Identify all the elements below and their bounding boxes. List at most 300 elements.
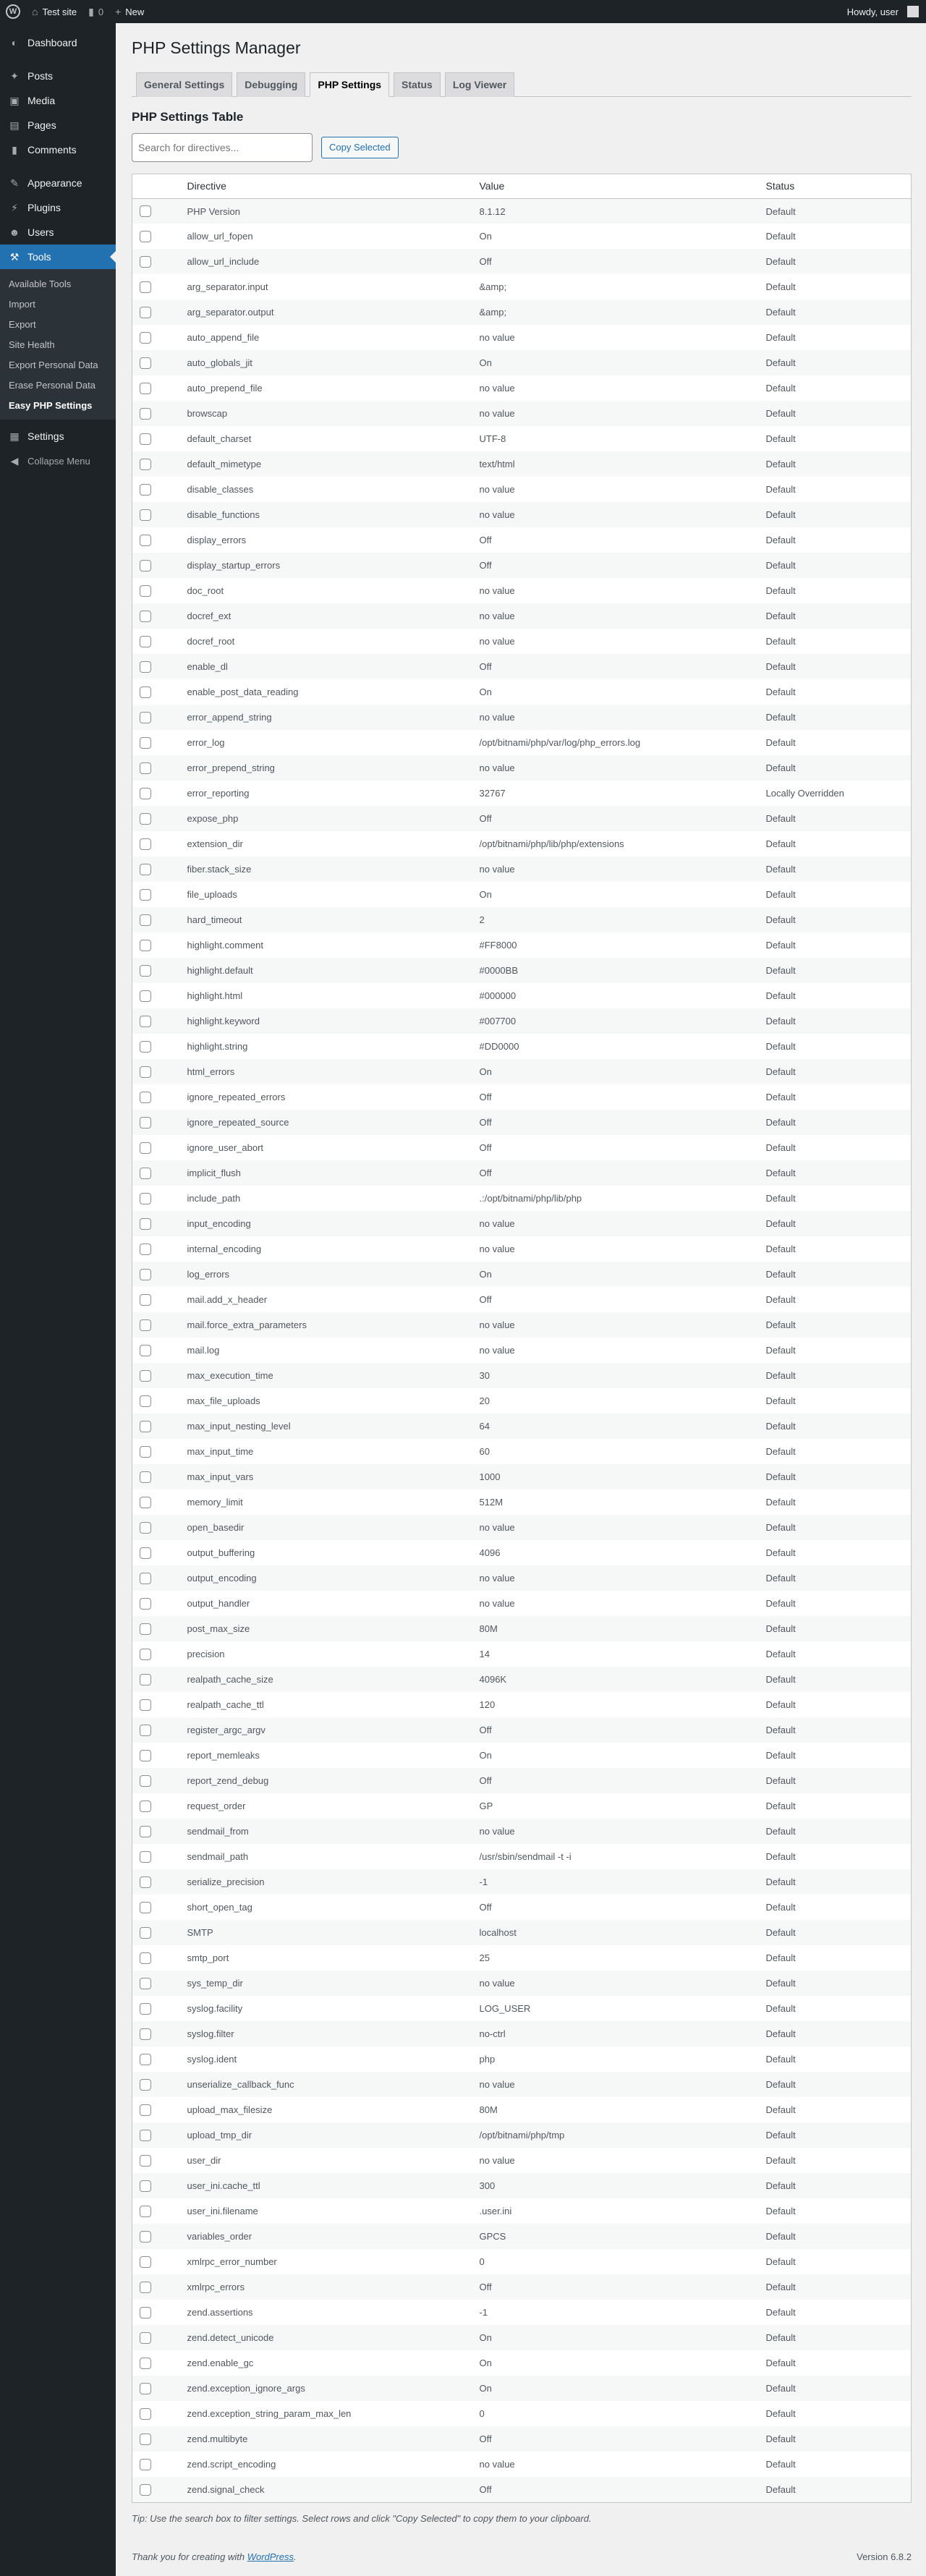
table-row[interactable] (132, 1920, 912, 1945)
submenu-item-site-health[interactable]: Site Health (9, 339, 55, 350)
row-checkbox[interactable] (140, 2180, 151, 2192)
table-row[interactable] (132, 1464, 912, 1489)
row-checkbox[interactable] (140, 636, 151, 647)
table-row[interactable] (132, 1414, 912, 1439)
row-checkbox[interactable] (140, 2459, 151, 2470)
row-checkbox[interactable] (140, 1573, 151, 1584)
sidebar-item-comments[interactable] (0, 137, 116, 162)
table-row[interactable] (132, 477, 912, 502)
status-cell: Default (765, 1117, 796, 1128)
table-row[interactable] (132, 1692, 912, 1717)
table-row[interactable] (132, 2376, 912, 2401)
table-row[interactable] (132, 375, 912, 401)
row-checkbox[interactable] (140, 1294, 151, 1306)
row-checkbox[interactable] (140, 940, 151, 951)
table-row[interactable] (132, 1616, 912, 1641)
row-select-cell (132, 1540, 180, 1565)
table-row[interactable] (132, 1768, 912, 1793)
row-checkbox[interactable] (140, 838, 151, 850)
table-row[interactable] (132, 2426, 912, 2452)
row-checkbox[interactable] (140, 535, 151, 546)
directive-cell: ignore_user_abort (187, 1142, 264, 1154)
status-cell: Default (765, 864, 796, 875)
row-checkbox[interactable] (140, 1117, 151, 1128)
row-checkbox[interactable] (140, 813, 151, 825)
status-cell: Default (765, 535, 796, 546)
directive-cell: ignore_repeated_errors (187, 1092, 286, 1103)
row-checkbox[interactable] (140, 1699, 151, 1711)
table-row[interactable] (132, 1667, 912, 1692)
table-row[interactable] (132, 1059, 912, 1084)
status-cell: Default (765, 1446, 796, 1458)
row-checkbox[interactable] (140, 1927, 151, 1939)
directive-cell: max_input_time (187, 1446, 254, 1458)
new-content-link[interactable] (109, 0, 150, 23)
directive-cell: display_startup_errors (187, 560, 281, 571)
table-row[interactable] (132, 1971, 912, 1996)
directive-cell: disable_classes (187, 484, 254, 496)
row-checkbox[interactable] (140, 231, 151, 242)
table-row[interactable] (132, 299, 912, 325)
table-row[interactable] (132, 224, 912, 249)
value-cell: no value (479, 1826, 515, 1837)
table-row[interactable] (132, 2072, 912, 2097)
row-select-cell (132, 325, 180, 350)
table-row[interactable] (132, 1717, 912, 1743)
row-checkbox[interactable] (140, 1725, 151, 1736)
table-row[interactable] (132, 2350, 912, 2376)
copy-selected-button[interactable]: Copy Selected (321, 137, 399, 158)
row-select-cell (132, 1363, 180, 1388)
table-row[interactable] (132, 2173, 912, 2198)
submenu-item-import[interactable]: Import (9, 298, 35, 310)
value-cell: On (479, 2332, 492, 2344)
brush-icon: ✎ (10, 177, 19, 189)
row-checkbox[interactable] (140, 762, 151, 774)
row-checkbox[interactable] (140, 1370, 151, 1382)
row-select-cell (132, 1869, 180, 1895)
row-select-cell (132, 1616, 180, 1641)
table-row[interactable] (132, 2148, 912, 2173)
sidebar-item-posts[interactable] (0, 64, 116, 88)
site-name-link[interactable] (26, 0, 82, 23)
dashboard-icon: ◐ (11, 37, 18, 48)
row-checkbox[interactable] (140, 332, 151, 344)
table-row[interactable] (132, 2274, 912, 2300)
status-cell: Default (765, 1725, 796, 1736)
row-checkbox[interactable] (140, 1952, 151, 1964)
row-select-cell (132, 2072, 180, 2097)
table-row[interactable] (132, 1160, 912, 1186)
row-checkbox[interactable] (140, 1598, 151, 1610)
tab-debugging[interactable]: Debugging (237, 72, 305, 97)
status-cell: Default (765, 2433, 796, 2445)
table-row[interactable] (132, 1312, 912, 1338)
row-checkbox[interactable] (140, 1244, 151, 1255)
table-row[interactable] (132, 198, 912, 224)
row-checkbox[interactable] (140, 2383, 151, 2394)
value-cell: #DD0000 (479, 1041, 519, 1053)
row-checkbox[interactable] (140, 1522, 151, 1534)
table-row[interactable] (132, 2249, 912, 2274)
directive-cell: hard_timeout (187, 914, 242, 926)
row-select-cell (132, 983, 180, 1008)
wordpress-link[interactable]: WordPress (247, 2551, 294, 2562)
table-row[interactable] (132, 1945, 912, 1971)
status-cell: Default (765, 990, 796, 1002)
directive-cell: file_uploads (187, 889, 237, 901)
directive-cell: enable_post_data_reading (187, 686, 299, 698)
row-checkbox[interactable] (140, 2433, 151, 2445)
status-cell: Default (765, 2383, 796, 2394)
status-cell: Default (765, 484, 796, 496)
footer-version: Version 6.8.2 (857, 2551, 912, 2562)
column-header-value[interactable]: Value (472, 174, 759, 198)
status-cell: Default (765, 1927, 796, 1939)
row-checkbox[interactable] (140, 205, 151, 217)
directive-cell: upload_max_filesize (187, 2104, 273, 2116)
row-select-cell (132, 1717, 180, 1743)
table-row[interactable] (132, 1338, 912, 1363)
row-checkbox[interactable] (140, 1902, 151, 1913)
table-row[interactable] (132, 730, 912, 755)
value-cell: no value (479, 1319, 515, 1331)
tab-log-viewer[interactable]: Log Viewer (445, 72, 514, 97)
table-row[interactable] (132, 502, 912, 527)
table-row[interactable] (132, 350, 912, 375)
directive-cell: mail.log (187, 1345, 220, 1356)
row-checkbox[interactable] (140, 1016, 151, 1027)
table-row[interactable] (132, 932, 912, 958)
value-cell: 14 (479, 1649, 490, 1660)
value-cell: GP (479, 1801, 493, 1812)
table-row[interactable] (132, 603, 912, 629)
row-checkbox[interactable] (140, 1168, 151, 1179)
row-checkbox[interactable] (140, 2307, 151, 2318)
row-checkbox[interactable] (140, 408, 151, 420)
directive-cell: highlight.html (187, 990, 243, 1002)
table-row[interactable] (132, 1262, 912, 1287)
table-row[interactable] (132, 2452, 912, 2477)
status-cell: Default (765, 560, 796, 571)
table-row[interactable] (132, 1236, 912, 1262)
tab-php-settings[interactable]: PHP Settings (310, 72, 389, 97)
table-row[interactable] (132, 1641, 912, 1667)
table-row[interactable] (132, 907, 912, 932)
row-checkbox[interactable] (140, 864, 151, 875)
row-checkbox[interactable] (140, 2358, 151, 2369)
table-row[interactable] (132, 1996, 912, 2021)
row-checkbox[interactable] (140, 1218, 151, 1230)
row-checkbox[interactable] (140, 1674, 151, 1686)
status-cell: Default (765, 611, 796, 622)
column-header-status[interactable]: Status (759, 174, 912, 198)
row-checkbox[interactable] (140, 383, 151, 394)
row-checkbox[interactable] (140, 1649, 151, 1660)
row-checkbox[interactable] (140, 2206, 151, 2217)
sidebar-item-tools[interactable] (0, 245, 116, 269)
status-cell: Default (765, 2054, 796, 2065)
row-checkbox[interactable] (140, 2028, 151, 2040)
table-row[interactable] (132, 1819, 912, 1844)
table-row[interactable] (132, 1515, 912, 1540)
row-checkbox[interactable] (140, 1750, 151, 1761)
row-checkbox[interactable] (140, 509, 151, 521)
row-checkbox[interactable] (140, 965, 151, 977)
table-row[interactable] (132, 2097, 912, 2122)
sidebar-item-appearance[interactable] (0, 171, 116, 195)
row-checkbox[interactable] (140, 256, 151, 268)
row-checkbox[interactable] (140, 1066, 151, 1078)
row-checkbox[interactable] (140, 1826, 151, 1837)
row-checkbox[interactable] (140, 357, 151, 369)
sidebar-item-settings[interactable] (0, 424, 116, 449)
table-row[interactable] (132, 1895, 912, 1920)
value-cell: UTF-8 (479, 433, 506, 445)
row-checkbox[interactable] (140, 1978, 151, 1989)
row-checkbox[interactable] (140, 307, 151, 318)
row-checkbox[interactable] (140, 2003, 151, 2015)
row-checkbox[interactable] (140, 611, 151, 622)
row-select-cell (132, 1414, 180, 1439)
table-row[interactable] (132, 1186, 912, 1211)
table-row[interactable] (132, 1211, 912, 1236)
row-checkbox[interactable] (140, 1092, 151, 1103)
submenu-item-easy-php-settings[interactable]: Easy PHP Settings (9, 399, 93, 411)
status-cell: Default (765, 307, 796, 318)
row-checkbox[interactable] (140, 1446, 151, 1458)
table-row[interactable] (132, 958, 912, 983)
table-row[interactable] (132, 426, 912, 451)
table-row[interactable] (132, 1565, 912, 1591)
status-cell: Default (765, 2130, 796, 2141)
sidebar-item-users[interactable] (0, 220, 116, 245)
directive-cell: enable_dl (187, 661, 228, 673)
table-row[interactable] (132, 2300, 912, 2325)
row-checkbox[interactable] (140, 2484, 151, 2496)
comments-link[interactable] (82, 0, 109, 23)
value-cell: 25 (479, 1952, 490, 1964)
row-checkbox[interactable] (140, 484, 151, 496)
row-checkbox[interactable] (140, 1851, 151, 1863)
directive-cell: realpath_cache_size (187, 1674, 273, 1686)
tab-status[interactable]: Status (394, 72, 441, 97)
sidebar-item-dashboard[interactable] (0, 30, 116, 55)
table-row[interactable] (132, 2046, 912, 2072)
directive-cell: default_mimetype (187, 459, 262, 470)
directive-cell: report_memleaks (187, 1750, 260, 1761)
row-checkbox[interactable] (140, 1142, 151, 1154)
row-checkbox[interactable] (140, 1547, 151, 1559)
row-select-cell (132, 1135, 180, 1160)
search-input[interactable] (132, 133, 313, 162)
status-cell: Default (765, 1218, 796, 1230)
row-checkbox[interactable] (140, 2231, 151, 2243)
row-checkbox[interactable] (140, 686, 151, 698)
row-checkbox[interactable] (140, 1471, 151, 1483)
status-cell: Default (765, 459, 796, 470)
row-checkbox[interactable] (140, 2155, 151, 2167)
directive-cell: display_errors (187, 535, 247, 546)
table-row[interactable] (132, 578, 912, 603)
row-select-cell (132, 2452, 180, 2477)
table-row[interactable] (132, 679, 912, 705)
table-row[interactable] (132, 1844, 912, 1869)
table-row[interactable] (132, 2021, 912, 2046)
submenu-item-export-personal-data[interactable]: Export Personal Data (9, 359, 98, 370)
row-checkbox[interactable] (140, 2104, 151, 2116)
row-checkbox[interactable] (140, 1319, 151, 1331)
table-row[interactable] (132, 2224, 912, 2249)
row-checkbox[interactable] (140, 1876, 151, 1888)
row-checkbox[interactable] (140, 459, 151, 470)
table-row[interactable] (132, 1110, 912, 1135)
row-select-cell (132, 1591, 180, 1616)
table-row[interactable] (132, 2401, 912, 2426)
row-select-cell (132, 477, 180, 502)
row-checkbox[interactable] (140, 1269, 151, 1280)
table-row[interactable] (132, 1743, 912, 1768)
status-cell: Default (765, 1649, 796, 1660)
collapse-menu-button[interactable] (0, 449, 116, 473)
status-cell: Default (765, 2282, 796, 2293)
status-cell: Default (765, 914, 796, 926)
row-checkbox[interactable] (140, 560, 151, 571)
value-cell: 60 (479, 1446, 490, 1458)
table-row[interactable] (132, 2122, 912, 2148)
row-checkbox[interactable] (140, 2408, 151, 2420)
submenu-item-erase-personal-data[interactable]: Erase Personal Data (9, 379, 95, 391)
row-checkbox[interactable] (140, 1801, 151, 1812)
table-row[interactable] (132, 983, 912, 1008)
value-cell: text/html (479, 459, 515, 470)
value-cell: On (479, 357, 492, 369)
wp-logo-menu[interactable] (0, 0, 26, 23)
sidebar-item-pages[interactable] (0, 113, 116, 137)
table-row[interactable] (132, 654, 912, 679)
row-select-cell (132, 1895, 180, 1920)
directive-cell: open_basedir (187, 1522, 245, 1534)
row-checkbox[interactable] (140, 889, 151, 901)
row-checkbox[interactable] (140, 712, 151, 723)
table-row[interactable] (132, 1287, 912, 1312)
table-row[interactable] (132, 527, 912, 553)
row-select-cell (132, 426, 180, 451)
submenu-item-export[interactable]: Export (9, 318, 36, 330)
table-row[interactable] (132, 2198, 912, 2224)
row-checkbox[interactable] (140, 1345, 151, 1356)
row-checkbox[interactable] (140, 1775, 151, 1787)
directive-cell: arg_separator.input (187, 281, 268, 293)
table-row[interactable] (132, 1793, 912, 1819)
user-account-menu[interactable] (841, 0, 926, 23)
table-row[interactable] (132, 1439, 912, 1464)
row-select-cell (132, 1287, 180, 1312)
sidebar-item-plugins[interactable] (0, 195, 116, 220)
row-checkbox[interactable] (140, 914, 151, 926)
row-checkbox[interactable] (140, 788, 151, 799)
table-row[interactable] (132, 1489, 912, 1515)
value-cell: /opt/bitnami/php/lib/php/extensions (479, 838, 624, 850)
search-row (132, 133, 912, 162)
row-checkbox[interactable] (140, 1623, 151, 1635)
sidebar-item-media[interactable] (0, 88, 116, 113)
column-header-directive[interactable]: Directive (180, 174, 472, 198)
table-row[interactable] (132, 831, 912, 856)
table-row[interactable] (132, 856, 912, 882)
tab-general-settings[interactable]: General Settings (136, 72, 232, 97)
table-row[interactable] (132, 1363, 912, 1388)
status-cell: Default (765, 332, 796, 344)
row-checkbox[interactable] (140, 2054, 151, 2065)
row-checkbox[interactable] (140, 433, 151, 445)
table-row[interactable] (132, 1388, 912, 1414)
table-row[interactable] (132, 553, 912, 578)
table-row[interactable] (132, 755, 912, 781)
status-cell: Default (765, 1193, 796, 1204)
table-row[interactable] (132, 781, 912, 806)
table-row[interactable] (132, 325, 912, 350)
value-cell: 4096K (479, 1674, 507, 1686)
status-cell: Default (765, 1092, 796, 1103)
table-row[interactable] (132, 274, 912, 299)
value-cell: 80M (479, 2104, 498, 2116)
table-row[interactable] (132, 401, 912, 426)
row-checkbox[interactable] (140, 585, 151, 597)
directive-cell: auto_globals_jit (187, 357, 252, 369)
row-checkbox[interactable] (140, 2256, 151, 2268)
row-select-cell (132, 1844, 180, 1869)
row-checkbox[interactable] (140, 2282, 151, 2293)
table-row[interactable] (132, 451, 912, 477)
status-cell: Default (765, 2155, 796, 2167)
table-row[interactable] (132, 806, 912, 831)
table-row[interactable] (132, 2325, 912, 2350)
table-row[interactable] (132, 705, 912, 730)
directive-cell: syslog.ident (187, 2054, 237, 2065)
row-checkbox[interactable] (140, 1395, 151, 1407)
table-row[interactable] (132, 1591, 912, 1616)
row-checkbox[interactable] (140, 2332, 151, 2344)
row-checkbox[interactable] (140, 2079, 151, 2091)
table-row[interactable] (132, 1084, 912, 1110)
table-row[interactable] (132, 1135, 912, 1160)
row-checkbox[interactable] (140, 2130, 151, 2141)
row-checkbox[interactable] (140, 737, 151, 749)
table-row[interactable] (132, 249, 912, 274)
table-row[interactable] (132, 1008, 912, 1034)
table-row[interactable] (132, 2477, 912, 2502)
row-checkbox[interactable] (140, 990, 151, 1002)
directive-cell: highlight.default (187, 965, 253, 977)
row-checkbox[interactable] (140, 1497, 151, 1508)
table-row[interactable] (132, 1540, 912, 1565)
status-cell: Default (765, 1674, 796, 1686)
row-checkbox[interactable] (140, 1193, 151, 1204)
table-row[interactable] (132, 1034, 912, 1059)
table-row[interactable] (132, 882, 912, 907)
status-cell: Default (765, 1952, 796, 1964)
row-checkbox[interactable] (140, 281, 151, 293)
table-row[interactable] (132, 629, 912, 654)
submenu-item-available-tools[interactable]: Available Tools (9, 278, 72, 289)
row-checkbox[interactable] (140, 661, 151, 673)
value-cell: #FF8000 (479, 940, 517, 951)
table-row[interactable] (132, 1869, 912, 1895)
row-checkbox[interactable] (140, 1421, 151, 1432)
status-cell: Default (765, 813, 796, 825)
row-checkbox[interactable] (140, 1041, 151, 1053)
